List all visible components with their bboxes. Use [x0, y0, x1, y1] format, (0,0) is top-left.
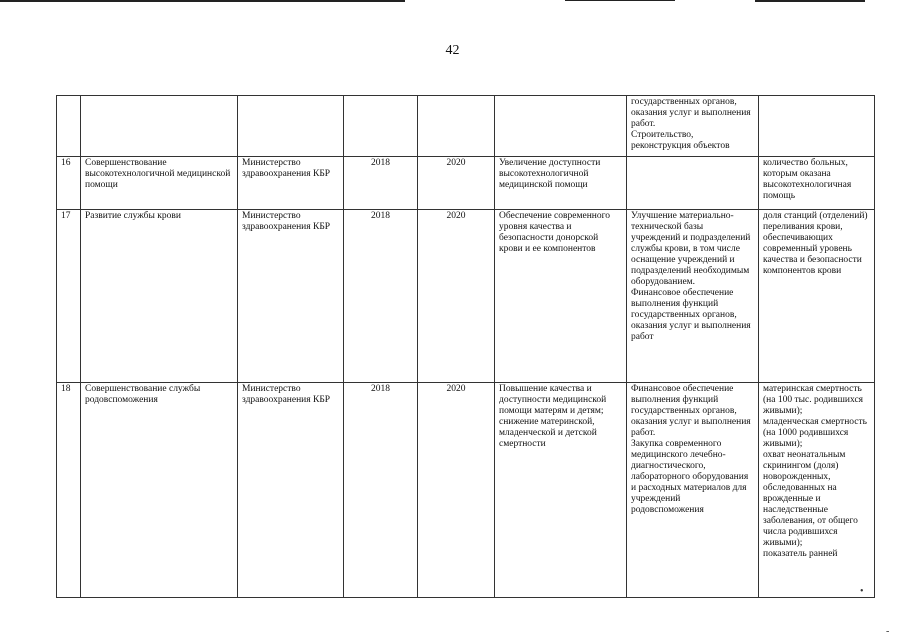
cell-indicators — [759, 96, 875, 157]
cell-number: 16 — [57, 157, 81, 210]
cell-activities: государственных органов, оказания услуг и выполнения работ. Строительство, реконструкция объектов — [627, 96, 759, 157]
cell-activity-name — [81, 96, 238, 157]
page-number: 42 — [445, 43, 460, 58]
scan-edge-line-left — [0, 0, 405, 2]
table-row-continuation — [57, 96, 875, 157]
cell-start-year: 2018 — [344, 157, 418, 210]
cell-indicators: доля станций (отделений) переливания крови, обеспечивающих современный уровень качества и безопасности компонентов крови — [759, 210, 875, 383]
cell-executor: Министерство здравоохранения КБР — [238, 383, 344, 598]
cell-executor: Министерство здравоохранения КБР — [238, 210, 344, 383]
table-row — [57, 383, 875, 598]
program-activities-table — [56, 95, 875, 598]
cell-activity-name: Совершенствование службы родовспоможения — [81, 383, 238, 598]
cell-indicators: материнская смертность (на 100 тыс. родившихся живыми); младенческая смертность (на 1000 родившихся живыми); охват неонатальным скринингом (доля) новорожденных, обследованных на врожденные и наследственные заболевания, от общего числа родившихся живыми); показатель ранней — [759, 383, 875, 598]
scan-speck: - — [886, 626, 890, 637]
cell-end-year: 2020 — [418, 210, 495, 383]
cell-start-year: 2018 — [344, 383, 418, 598]
cell-expected-result: Увеличение доступности высокотехнологичной медицинской помощи — [495, 157, 627, 210]
cell-end-year: 2020 — [418, 383, 495, 598]
cell-activities: Улучшение материально-технической базы учреждений и подразделений службы крови, в том числе оснащение учреждений и подразделений необходимым оборудованием. Финансовое обеспечение выполнения функций государственных органов, оказания услуг и выполнения работ — [627, 210, 759, 383]
cell-expected-result: Обеспечение современного уровня качества и безопасности донорской крови и ее компонентов — [495, 210, 627, 383]
scan-edge-line-middle — [565, 0, 675, 1]
cell-expected-result: Повышение качества и доступности медицинской помощи матерям и детям; снижение материнской, младенческой и детской смертности — [495, 383, 627, 598]
cell-start-year — [344, 96, 418, 157]
cell-expected-result — [495, 96, 627, 157]
cell-activity-name: Развитие службы крови — [81, 210, 238, 383]
cell-activities — [627, 157, 759, 210]
cell-number: 18 — [57, 383, 81, 598]
scan-edge-line-right — [755, 0, 865, 2]
cell-end-year: 2020 — [418, 157, 495, 210]
table-row — [57, 157, 875, 210]
cell-number — [57, 96, 81, 157]
cell-executor: Министерство здравоохранения КБР — [238, 157, 344, 210]
cell-activity-name: Совершенствование высокотехнологичной медицинской помощи — [81, 157, 238, 210]
cell-number: 17 — [57, 210, 81, 383]
table-row — [57, 210, 875, 383]
cell-start-year: 2018 — [344, 210, 418, 383]
scan-speck: • — [860, 586, 864, 597]
cell-end-year — [418, 96, 495, 157]
cell-activities: Финансовое обеспечение выполнения функций государственных органов, оказания услуг и выполнения работ. Закупка современного медицинского лечебно-диагностического, лабораторного оборудования и расходных материалов для учреждений родовспоможения — [627, 383, 759, 598]
cell-executor — [238, 96, 344, 157]
cell-indicators: количество больных, которым оказана высокотехнологичная помощь — [759, 157, 875, 210]
